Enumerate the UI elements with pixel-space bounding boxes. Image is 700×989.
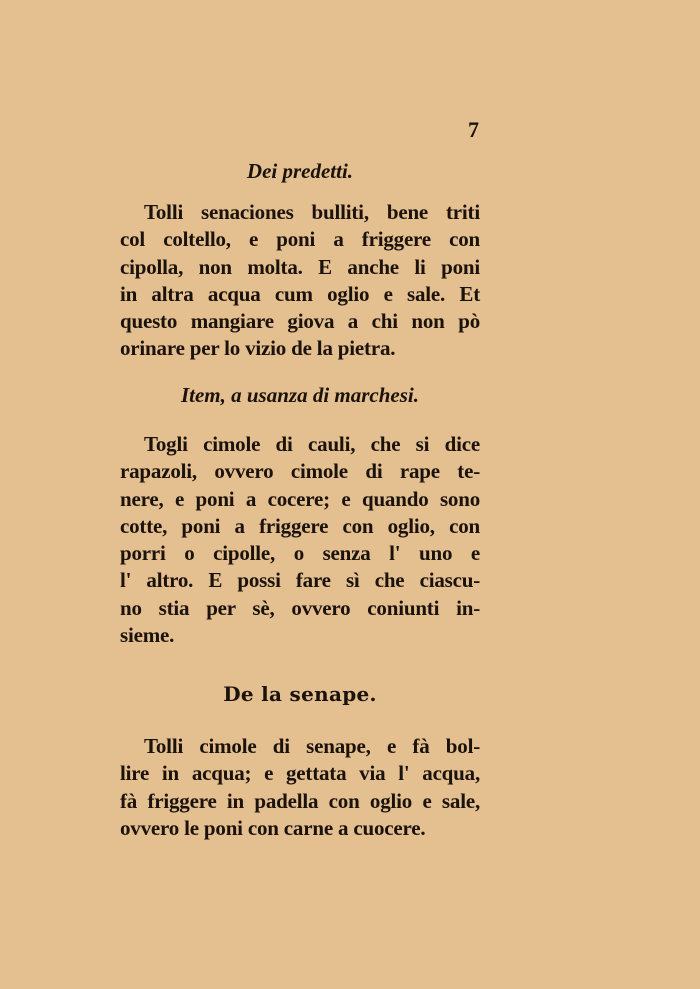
text-line: Tolli senaciones bulliti, bene triti <box>144 200 480 224</box>
text-line: ovvero le poni con carne a cuocere. <box>120 815 426 840</box>
section-title-dei-predetti: Dei predetti. <box>246 159 354 183</box>
text-line: cotte, poni a friggere con oglio, con <box>120 513 480 538</box>
text-line: cipolla, non molta. E anche li poni <box>120 254 480 279</box>
text-line: l' altro. E possi fare sì che ciascu- <box>120 568 480 593</box>
text-line: no stia per sè, ovvero coniunti in- <box>120 595 480 620</box>
text-line: fà friggere in padella con oglio e sale, <box>120 788 480 813</box>
text-line: porri o cipolle, o senza l' uno e <box>120 541 480 566</box>
text-line: Togli cimole di cauli, che si dice <box>144 432 480 456</box>
section-body-usanza-marchesi <box>120 431 480 649</box>
section-body-dei-predetti <box>120 199 480 363</box>
text-line: col coltello, e poni a friggere con <box>120 227 480 252</box>
text-line: in altra acqua cum oglio e sale. Et <box>120 281 480 306</box>
text-line: rapazoli, ovvero cimole di rape te- <box>120 459 480 484</box>
text-line: orinare per lo vizio de la pietra. <box>120 336 396 361</box>
section-title-usanza-marchesi: Item, a usanza di marchesi. <box>180 383 420 407</box>
text-line: lire in acqua; e gettata via l' acqua, <box>120 761 480 786</box>
text-line: Tolli cimole di senape, e fà bol- <box>144 734 480 758</box>
section-body-de-la-senape <box>120 733 480 842</box>
text-line: nere, e poni a cocere; e quando sono <box>120 486 480 511</box>
page-number: 7 <box>468 117 479 142</box>
section-title-de-la-senape: De la senape. <box>223 682 377 706</box>
text-line: sieme. <box>120 623 175 648</box>
text-line: questo mangiare giova a chi non pò <box>120 309 480 334</box>
